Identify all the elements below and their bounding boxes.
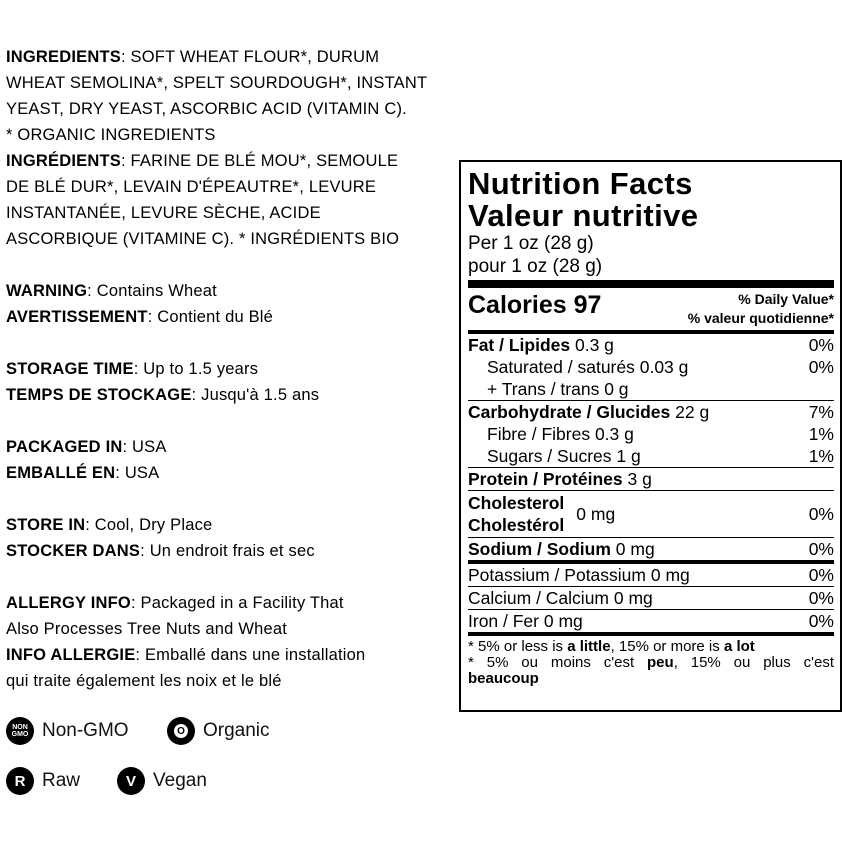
non-gmo-icon: NON GMO (6, 717, 34, 745)
ingredients-fr-line: INSTANTANÉE, LEVURE SÈCHE, ACIDE (6, 204, 321, 222)
badge-vegan (117, 767, 207, 795)
badge-label: Vegan (153, 770, 207, 791)
saturated-row: Saturated / saturés 0.03 g 0% (487, 357, 834, 377)
ingredients-fr: INGRÉDIENTS: FARINE DE BLÉ MOU*, SEMOULE (6, 152, 399, 170)
raw-icon: R (6, 767, 34, 795)
sugars-row: Sugars / Sucres 1 g 1% (487, 446, 834, 466)
allergy-fr-line: qui traite également les noix et le blé (6, 672, 282, 690)
packaged-in-fr: EMBALLÉ EN: USA (6, 464, 160, 482)
serving-size-en: Per 1 oz (28 g) (468, 233, 594, 254)
warning-en: WARNING: Contains Wheat (6, 282, 217, 300)
organic-icon: O (167, 717, 195, 745)
product-info (6, 44, 456, 694)
storage-time-fr: TEMPS DE STOCKAGE: Jusqu'à 1.5 ans (6, 386, 320, 404)
badge-label: Organic (203, 720, 270, 741)
fat-row: Fat / Lipides 0.3 g 0% (468, 335, 834, 355)
badge-organic (167, 717, 270, 745)
potassium-row: Potassium / Potassium 0 mg 0% (468, 565, 834, 585)
iron-row: Iron / Fer 0 mg 0% (468, 611, 834, 631)
ingredients-fr-line: ASCORBIQUE (VITAMINE C). * INGRÉDIENTS BIO (6, 230, 400, 248)
calories-row (468, 288, 834, 330)
footnote-en: * 5% or less is a little, 15% or more is a lot (468, 638, 755, 655)
fibre-row: Fibre / Fibres 0.3 g 1% (487, 424, 834, 444)
ingredients-en-line: WHEAT SEMOLINA*, SPELT SOURDOUGH*, INSTANT (6, 74, 428, 92)
footnote-fr-end: beaucoup (468, 670, 539, 687)
sodium-row: Sodium / Sodium 0 mg 0% (468, 539, 834, 559)
carbohydrate-row: Carbohydrate / Glucides 22 g 7% (468, 402, 834, 422)
packaged-in-en: PACKAGED IN: USA (6, 438, 167, 456)
allergy-fr: INFO ALLERGIE: Emballé dans une installation (6, 646, 366, 664)
footnote (468, 636, 834, 687)
ingredients-en: INGREDIENTS: SOFT WHEAT FLOUR*, DURUM (6, 48, 380, 66)
calories-label: Calories (468, 291, 567, 319)
ingredients-en-line: YEAST, DRY YEAST, ASCORBIC ACID (VITAMIN C). (6, 100, 407, 118)
store-in-en: STORE IN: Cool, Dry Place (6, 516, 213, 534)
nutrition-title-en: Nutrition Facts (468, 166, 693, 201)
nutrition-facts-panel (459, 160, 842, 712)
trans-row: + Trans / trans 0 g (487, 379, 629, 399)
daily-value-header: % Daily Value* % valeur quotidienne* (687, 291, 834, 326)
cholesterol-row: Cholesterol Cholestérol 0 mg 0% (468, 493, 834, 535)
allergy-en-line: Also Processes Tree Nuts and Wheat (6, 620, 288, 638)
warning-fr: AVERTISSEMENT: Contient du Blé (6, 308, 274, 326)
store-in-fr: STOCKER DANS: Un endroit frais et sec (6, 542, 315, 560)
footnote-fr: * 5% ou moins c'est peu, 15% ou plus c'est (468, 654, 834, 671)
ingredients-en-line: * ORGANIC INGREDIENTS (6, 126, 216, 144)
serving-size-fr: pour 1 oz (28 g) (468, 256, 603, 277)
ingredients-fr-line: DE BLÉ DUR*, LEVAIN D'ÉPEAUTRE*, LEVURE (6, 178, 377, 196)
calories-value: 97 (573, 291, 602, 319)
badge-label: Raw (42, 770, 81, 791)
allergy-en: ALLERGY INFO: Packaged in a Facility That (6, 594, 344, 612)
nutrition-title-fr: Valeur nutritive (468, 198, 699, 233)
badge-raw (6, 767, 80, 795)
vegan-icon: V (117, 767, 145, 795)
badge-non-gmo (6, 717, 129, 745)
calcium-row: Calcium / Calcium 0 mg 0% (468, 588, 834, 608)
storage-time-en: STORAGE TIME: Up to 1.5 years (6, 360, 259, 378)
protein-row: Protein / Protéines 3 g (468, 469, 652, 489)
badge-label: Non-GMO (42, 720, 129, 741)
